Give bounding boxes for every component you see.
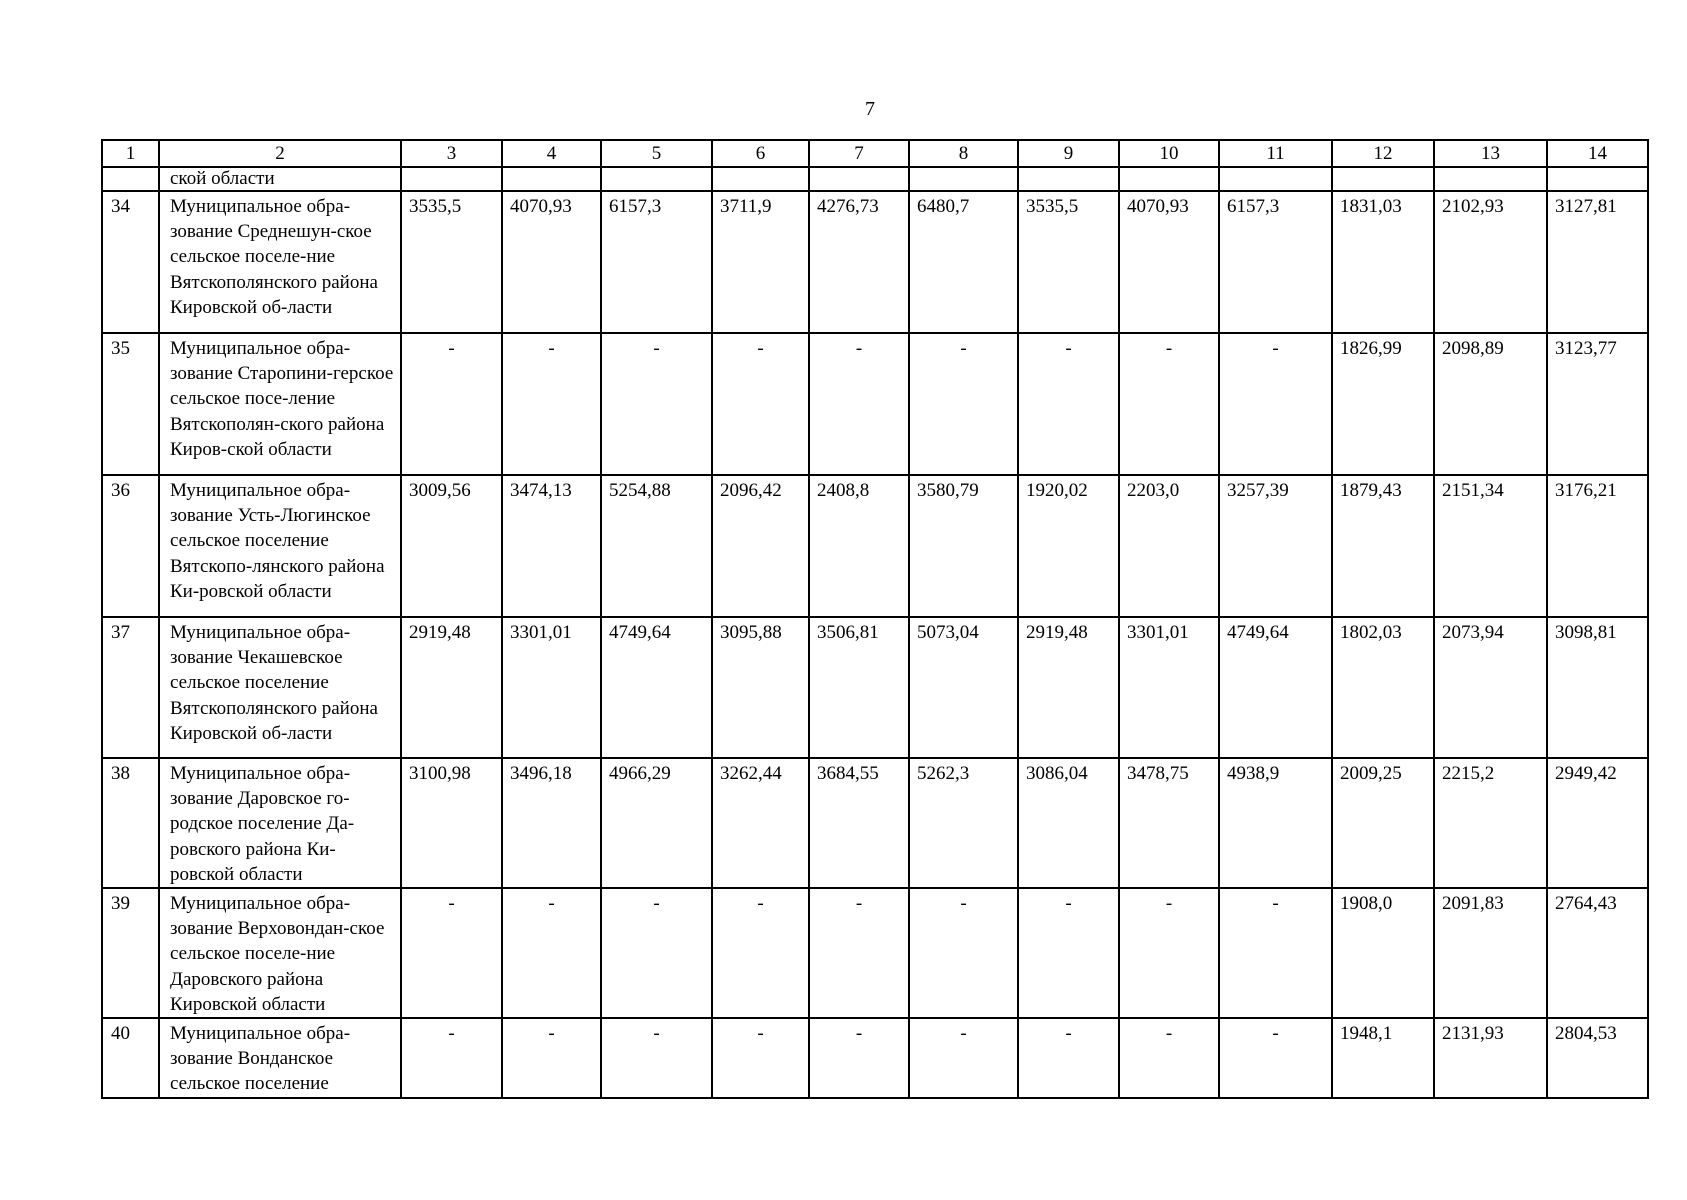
value-cell: 1831,03: [1332, 191, 1434, 333]
value-cell: [1018, 167, 1119, 191]
value-cell: -: [1219, 1018, 1332, 1098]
table-row: [102, 1018, 1648, 1098]
value-cell: [712, 167, 809, 191]
value-cell: 3478,75: [1119, 758, 1219, 888]
page-number: 7: [865, 98, 875, 120]
value-cell: 4938,9: [1219, 758, 1332, 888]
value-cell: 3009,56: [401, 475, 502, 617]
value-cell: 2131,93: [1434, 1018, 1547, 1098]
row-number: 35: [102, 333, 159, 475]
value-cell: 3474,13: [502, 475, 601, 617]
value-cell: -: [502, 1018, 601, 1098]
value-cell: 3095,88: [712, 617, 809, 758]
value-cell: -: [712, 888, 809, 1018]
value-cell: [1119, 167, 1219, 191]
value-cell: 3301,01: [502, 617, 601, 758]
value-cell: 2804,53: [1547, 1018, 1648, 1098]
value-cell: 3257,39: [1219, 475, 1332, 617]
column-header: 10: [1119, 140, 1219, 167]
value-cell: 4749,64: [1219, 617, 1332, 758]
value-cell: 6480,7: [909, 191, 1018, 333]
value-cell: -: [1018, 333, 1119, 475]
value-cell: 3086,04: [1018, 758, 1119, 888]
row-number: 34: [102, 191, 159, 333]
municipality-name: Муниципальное обра-зование Чекашевское сельское поселение Вятскополянского района Кировской об-ласти: [159, 617, 401, 758]
value-cell: [1547, 167, 1648, 191]
column-header: 12: [1332, 140, 1434, 167]
value-cell: 3496,18: [502, 758, 601, 888]
table-row: [102, 191, 1648, 333]
value-cell: -: [712, 333, 809, 475]
value-cell: 4070,93: [1119, 191, 1219, 333]
column-header: 3: [401, 140, 502, 167]
value-cell: 6157,3: [1219, 191, 1332, 333]
value-cell: -: [1018, 1018, 1119, 1098]
value-cell: 3176,21: [1547, 475, 1648, 617]
value-cell: 1920,02: [1018, 475, 1119, 617]
value-cell: -: [909, 333, 1018, 475]
value-cell: -: [1119, 1018, 1219, 1098]
value-cell: 4276,73: [809, 191, 909, 333]
value-cell: -: [601, 333, 712, 475]
municipality-name: ской области: [159, 167, 401, 191]
value-cell: 6157,3: [601, 191, 712, 333]
table-row: [102, 758, 1648, 888]
column-header: 8: [909, 140, 1018, 167]
value-cell: 1879,43: [1332, 475, 1434, 617]
value-cell: -: [401, 888, 502, 1018]
value-cell: [1434, 167, 1547, 191]
value-cell: -: [809, 333, 909, 475]
value-cell: 3123,77: [1547, 333, 1648, 475]
value-cell: 3535,5: [1018, 191, 1119, 333]
value-cell: 4070,93: [502, 191, 601, 333]
value-cell: -: [601, 1018, 712, 1098]
value-cell: 2919,48: [401, 617, 502, 758]
value-cell: 3506,81: [809, 617, 909, 758]
value-cell: 5073,04: [909, 617, 1018, 758]
value-cell: -: [1018, 888, 1119, 1018]
municipality-name: Муниципальное обра-зование Старопини-герское сельское посе-ление Вятскополян-ского района Киров-ской области: [159, 333, 401, 475]
value-cell: 1948,1: [1332, 1018, 1434, 1098]
row-number: 36: [102, 475, 159, 617]
column-header: 14: [1547, 140, 1648, 167]
table-row: [102, 888, 1648, 1018]
value-cell: 3127,81: [1547, 191, 1648, 333]
municipality-name: Муниципальное обра-зование Среднешун-ское сельское поселе-ние Вятскополянского района Кировской об-ласти: [159, 191, 401, 333]
table-body: [102, 167, 1648, 1098]
value-cell: 3535,5: [401, 191, 502, 333]
value-cell: 4966,29: [601, 758, 712, 888]
municipality-name: Муниципальное обра-зование Даровское го-родское поселение Да-ровского района Ки-ровской области: [159, 758, 401, 888]
value-cell: 3711,9: [712, 191, 809, 333]
value-cell: 2096,42: [712, 475, 809, 617]
table-row: [102, 167, 1648, 191]
row-number: 38: [102, 758, 159, 888]
value-cell: -: [502, 333, 601, 475]
value-cell: 2102,93: [1434, 191, 1547, 333]
value-cell: [601, 167, 712, 191]
value-cell: -: [1119, 888, 1219, 1018]
value-cell: -: [909, 1018, 1018, 1098]
table-row: [102, 333, 1648, 475]
column-header: 4: [502, 140, 601, 167]
value-cell: 2215,2: [1434, 758, 1547, 888]
column-header: 1: [102, 140, 159, 167]
header-row: [102, 140, 1648, 167]
value-cell: 1802,03: [1332, 617, 1434, 758]
table-row: [102, 475, 1648, 617]
value-cell: -: [401, 333, 502, 475]
value-cell: 3100,98: [401, 758, 502, 888]
row-number: 37: [102, 617, 159, 758]
column-header: 13: [1434, 140, 1547, 167]
value-cell: [809, 167, 909, 191]
value-cell: [1332, 167, 1434, 191]
value-cell: 1908,0: [1332, 888, 1434, 1018]
value-cell: 5254,88: [601, 475, 712, 617]
value-cell: -: [1219, 333, 1332, 475]
value-cell: 2009,25: [1332, 758, 1434, 888]
column-header: 11: [1219, 140, 1332, 167]
value-cell: 3262,44: [712, 758, 809, 888]
value-cell: [401, 167, 502, 191]
value-cell: -: [502, 888, 601, 1018]
data-table: [101, 139, 1649, 1099]
value-cell: 2073,94: [1434, 617, 1547, 758]
value-cell: 2949,42: [1547, 758, 1648, 888]
municipality-name: Муниципальное обра-зование Вонданское сельское поселение: [159, 1018, 401, 1098]
column-header: 6: [712, 140, 809, 167]
value-cell: 1826,99: [1332, 333, 1434, 475]
value-cell: 3098,81: [1547, 617, 1648, 758]
value-cell: 5262,3: [909, 758, 1018, 888]
row-number: [102, 167, 159, 191]
value-cell: 2408,8: [809, 475, 909, 617]
column-header: 2: [159, 140, 401, 167]
value-cell: 2151,34: [1434, 475, 1547, 617]
value-cell: -: [601, 888, 712, 1018]
row-number: 39: [102, 888, 159, 1018]
value-cell: 2919,48: [1018, 617, 1119, 758]
municipality-name: Муниципальное обра-зование Верховондан-ское сельское поселе-ние Даровского района Кировской области: [159, 888, 401, 1018]
column-header: 7: [809, 140, 909, 167]
value-cell: [1219, 167, 1332, 191]
column-header: 5: [601, 140, 712, 167]
value-cell: 2091,83: [1434, 888, 1547, 1018]
value-cell: 2098,89: [1434, 333, 1547, 475]
value-cell: 2764,43: [1547, 888, 1648, 1018]
value-cell: 2203,0: [1119, 475, 1219, 617]
value-cell: 4749,64: [601, 617, 712, 758]
row-number: 40: [102, 1018, 159, 1098]
value-cell: [502, 167, 601, 191]
value-cell: -: [809, 1018, 909, 1098]
municipality-name: Муниципальное обра-зование Усть-Люгинское сельское поселение Вятскопо-лянского района Ки-ровской области: [159, 475, 401, 617]
column-header: 9: [1018, 140, 1119, 167]
value-cell: -: [809, 888, 909, 1018]
table-row: [102, 617, 1648, 758]
value-cell: 3684,55: [809, 758, 909, 888]
value-cell: -: [401, 1018, 502, 1098]
value-cell: -: [712, 1018, 809, 1098]
value-cell: 3301,01: [1119, 617, 1219, 758]
value-cell: -: [1119, 333, 1219, 475]
value-cell: [909, 167, 1018, 191]
value-cell: -: [1219, 888, 1332, 1018]
value-cell: 3580,79: [909, 475, 1018, 617]
value-cell: -: [909, 888, 1018, 1018]
